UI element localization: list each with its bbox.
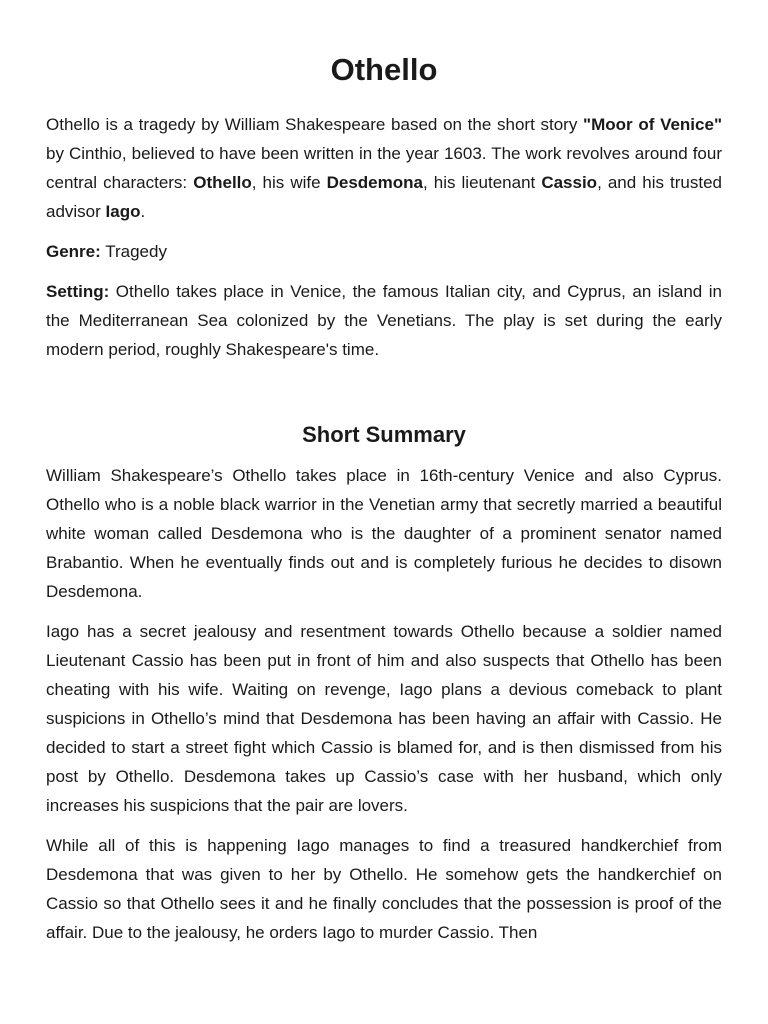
summary-paragraph-2: Iago has a secret jealousy and resentment towards Othello because a soldier named Lieutenant Cassio has been put in front of him and also suspects that Othello has been cheating with his wife. Waiting on revenge, Iago plans a devious comeback to plant suspicions in Othello’s mind that Desdemona has been having an affair with Cassio. He decided to start a street fight which Cassio is blamed for, and is then dismissed from his post by Othello. Desdemona takes up Cassio’s case with her husband, which only increases his suspicions that the pair are lovers. — [46, 622, 722, 815]
intro-text: by Cinthio, believed to have been written in the year 1603. The work revolves around four central characters: — [46, 144, 722, 192]
intro-text: . — [140, 202, 146, 221]
genre-paragraph — [46, 237, 722, 266]
intro-bold-story: "Moor of Venice" — [583, 115, 723, 134]
intro-text: , his wife — [251, 173, 327, 192]
intro-text: Othello is a tragedy by William Shakespeare based on the short story — [46, 115, 584, 134]
intro-bold-desdemona: Desdemona — [326, 173, 423, 192]
summary-heading: Short Summary — [302, 422, 466, 447]
setting-label: Setting: — [46, 282, 110, 301]
genre-label: Genre: — [46, 242, 101, 261]
intro-bold-othello: Othello — [193, 173, 252, 192]
intro-bold-iago: Iago — [105, 202, 141, 221]
setting-paragraph — [46, 277, 722, 364]
setting-value: Othello takes place in Venice, the famous Italian city, and Cyprus, an island in the Mediterranean Sea colonized by the Venetians. The play is set during the early modern period, roughly Shakespeare's time. — [46, 282, 722, 359]
document-title: Othello — [330, 52, 438, 87]
intro-text: , and his trusted advisor — [46, 173, 722, 221]
summary-paragraph-1: William Shakespeare’s Othello takes place in 16th-century Venice and also Cyprus. Othello who is a noble black warrior in the Venetian army that secretly married a beautiful white woman called Desdemona who is the daughter of a prominent senator named Brabantio. When he eventually finds out and is completely furious he decides to disown Desdemona. — [46, 466, 722, 601]
summary-paragraph-3: While all of this is happening Iago manages to find a treasured handkerchief from Desdemona that was given to her by Othello. He somehow gets the handkerchief on Cassio so that Othello sees it and he finally concludes that the possession is proof of the affair. Due to the jealousy, he orders Iago to murder Cassio. Then — [46, 836, 722, 942]
intro-text: , his lieutenant — [422, 173, 542, 192]
intro-bold-cassio: Cassio — [541, 173, 598, 192]
section-spacer — [46, 375, 722, 421]
genre-value: Tragedy — [100, 242, 167, 261]
intro-paragraph — [46, 110, 722, 226]
